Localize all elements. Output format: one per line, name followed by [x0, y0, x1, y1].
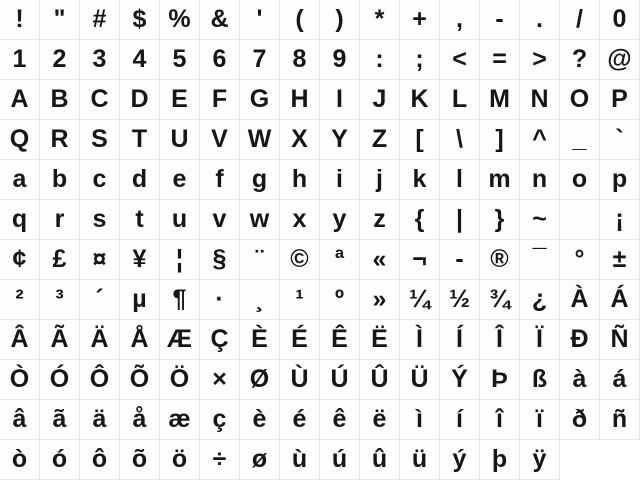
glyph-cell[interactable]: v	[200, 200, 240, 240]
glyph-cell[interactable]: &	[200, 0, 240, 40]
glyph-cell[interactable]: Ë	[360, 320, 400, 360]
glyph-cell[interactable]: 4	[120, 40, 160, 80]
glyph-cell[interactable]: -	[440, 240, 480, 280]
glyph-cell[interactable]: z	[360, 200, 400, 240]
glyph-cell[interactable]: ¡	[600, 200, 640, 240]
glyph-cell[interactable]: ê	[320, 400, 360, 440]
glyph-cell[interactable]: p	[600, 160, 640, 200]
glyph-cell[interactable]: G	[240, 80, 280, 120]
glyph-cell[interactable]: L	[440, 80, 480, 120]
glyph-cell[interactable]: U	[160, 120, 200, 160]
glyph-cell[interactable]: (	[280, 0, 320, 40]
glyph-cell[interactable]: A	[0, 80, 40, 120]
glyph-cell[interactable]: h	[280, 160, 320, 200]
glyph-cell[interactable]: :	[360, 40, 400, 80]
glyph-cell[interactable]: ß	[520, 360, 560, 400]
glyph-cell[interactable]: f	[200, 160, 240, 200]
glyph-cell[interactable]: 8	[280, 40, 320, 80]
glyph-cell[interactable]: B	[40, 80, 80, 120]
glyph-cell[interactable]: ¾	[480, 280, 520, 320]
glyph-cell[interactable]: Õ	[120, 360, 160, 400]
glyph-cell[interactable]: Á	[600, 280, 640, 320]
glyph-cell[interactable]: ²	[0, 280, 40, 320]
glyph-cell[interactable]: Ý	[440, 360, 480, 400]
glyph-cell[interactable]: {	[400, 200, 440, 240]
glyph-cell[interactable]: Ú	[320, 360, 360, 400]
glyph-cell[interactable]: ,	[440, 0, 480, 40]
glyph-cell[interactable]: Ð	[560, 320, 600, 360]
glyph-cell[interactable]: Ç	[200, 320, 240, 360]
glyph-cell[interactable]: ¢	[0, 240, 40, 280]
glyph-cell[interactable]: y	[320, 200, 360, 240]
glyph-cell[interactable]: e	[160, 160, 200, 200]
glyph-cell[interactable]: Å	[120, 320, 160, 360]
glyph-cell[interactable]: o	[560, 160, 600, 200]
glyph-cell[interactable]: ¼	[400, 280, 440, 320]
glyph-cell[interactable]: Ä	[80, 320, 120, 360]
glyph-cell[interactable]: û	[360, 440, 400, 480]
glyph-cell[interactable]: ¶	[160, 280, 200, 320]
glyph-cell[interactable]: *	[360, 0, 400, 40]
glyph-cell[interactable]: F	[200, 80, 240, 120]
glyph-cell[interactable]: ò	[0, 440, 40, 480]
glyph-cell[interactable]: Ï	[520, 320, 560, 360]
glyph-cell[interactable]: N	[520, 80, 560, 120]
glyph-cell[interactable]: ¹	[280, 280, 320, 320]
glyph-cell[interactable]: I	[320, 80, 360, 120]
glyph-cell[interactable]: "	[40, 0, 80, 40]
glyph-cell[interactable]: Z	[360, 120, 400, 160]
glyph-cell[interactable]: Ñ	[600, 320, 640, 360]
glyph-cell[interactable]: 6	[200, 40, 240, 80]
glyph-cell[interactable]: Y	[320, 120, 360, 160]
glyph-cell[interactable]: @	[600, 40, 640, 80]
glyph-cell[interactable]: Ê	[320, 320, 360, 360]
glyph-cell[interactable]: /	[560, 0, 600, 40]
glyph-cell[interactable]: À	[560, 280, 600, 320]
glyph-cell[interactable]: Û	[360, 360, 400, 400]
glyph-cell[interactable]: 9	[320, 40, 360, 80]
glyph-cell[interactable]: ¸	[240, 280, 280, 320]
glyph-cell[interactable]: »	[360, 280, 400, 320]
glyph-cell[interactable]: k	[400, 160, 440, 200]
glyph-cell[interactable]: è	[240, 400, 280, 440]
glyph-cell[interactable]: ä	[80, 400, 120, 440]
glyph-cell[interactable]: Ó	[40, 360, 80, 400]
glyph-cell[interactable]: â	[0, 400, 40, 440]
glyph-cell[interactable]: $	[120, 0, 160, 40]
glyph-cell[interactable]: Ö	[160, 360, 200, 400]
glyph-cell[interactable]: ÿ	[520, 440, 560, 480]
glyph-cell[interactable]: º	[320, 280, 360, 320]
glyph-cell[interactable]: ü	[400, 440, 440, 480]
glyph-cell[interactable]: «	[360, 240, 400, 280]
glyph-cell[interactable]	[560, 200, 600, 240]
glyph-cell[interactable]: c	[80, 160, 120, 200]
glyph-cell[interactable]: õ	[120, 440, 160, 480]
glyph-cell[interactable]: a	[0, 160, 40, 200]
glyph-cell[interactable]: +	[400, 0, 440, 40]
glyph-cell[interactable]: ¨	[240, 240, 280, 280]
glyph-cell[interactable]: t	[120, 200, 160, 240]
glyph-cell[interactable]: i	[320, 160, 360, 200]
glyph-cell[interactable]: ;	[400, 40, 440, 80]
glyph-cell[interactable]: R	[40, 120, 80, 160]
glyph-cell[interactable]: Ì	[400, 320, 440, 360]
glyph-cell[interactable]: ¤	[80, 240, 120, 280]
glyph-cell[interactable]: ó	[40, 440, 80, 480]
glyph-cell[interactable]: Î	[480, 320, 520, 360]
glyph-cell[interactable]: ©	[280, 240, 320, 280]
glyph-cell[interactable]: -	[480, 0, 520, 40]
glyph-cell[interactable]: ¦	[160, 240, 200, 280]
glyph-cell[interactable]: Ã	[40, 320, 80, 360]
glyph-cell[interactable]: 0	[600, 0, 640, 40]
glyph-cell[interactable]: _	[560, 120, 600, 160]
glyph-cell[interactable]: ë	[360, 400, 400, 440]
glyph-cell[interactable]: ´	[80, 280, 120, 320]
glyph-cell[interactable]: £	[40, 240, 80, 280]
glyph-cell[interactable]: <	[440, 40, 480, 80]
glyph-cell[interactable]: ?	[560, 40, 600, 80]
glyph-cell[interactable]: g	[240, 160, 280, 200]
glyph-cell[interactable]: ô	[80, 440, 120, 480]
glyph-cell[interactable]: þ	[480, 440, 520, 480]
glyph-cell[interactable]: 2	[40, 40, 80, 80]
glyph-cell[interactable]: ]	[480, 120, 520, 160]
glyph-cell[interactable]: å	[120, 400, 160, 440]
glyph-cell[interactable]: È	[240, 320, 280, 360]
glyph-cell[interactable]: |	[440, 200, 480, 240]
glyph-cell[interactable]: K	[400, 80, 440, 120]
glyph-cell[interactable]: E	[160, 80, 200, 120]
glyph-cell[interactable]: Â	[0, 320, 40, 360]
glyph-cell[interactable]: Í	[440, 320, 480, 360]
glyph-cell[interactable]: }	[480, 200, 520, 240]
glyph-cell[interactable]: ª	[320, 240, 360, 280]
glyph-cell[interactable]: î	[480, 400, 520, 440]
glyph-cell[interactable]: T	[120, 120, 160, 160]
glyph-cell[interactable]: ù	[280, 440, 320, 480]
glyph-cell[interactable]: ã	[40, 400, 80, 440]
glyph-cell[interactable]: .	[520, 0, 560, 40]
glyph-cell[interactable]: )	[320, 0, 360, 40]
glyph-cell[interactable]: M	[480, 80, 520, 120]
glyph-cell[interactable]: W	[240, 120, 280, 160]
glyph-cell[interactable]: V	[200, 120, 240, 160]
glyph-cell[interactable]: =	[480, 40, 520, 80]
glyph-cell[interactable]: Ô	[80, 360, 120, 400]
glyph-cell[interactable]: ö	[160, 440, 200, 480]
glyph-cell[interactable]: ï	[520, 400, 560, 440]
glyph-cell[interactable]: Ü	[400, 360, 440, 400]
glyph-cell[interactable]: O	[560, 80, 600, 120]
glyph-cell[interactable]: í	[440, 400, 480, 440]
glyph-cell[interactable]: ¥	[120, 240, 160, 280]
glyph-cell[interactable]: Ù	[280, 360, 320, 400]
glyph-cell[interactable]: æ	[160, 400, 200, 440]
glyph-cell[interactable]: à	[560, 360, 600, 400]
glyph-cell[interactable]: ç	[200, 400, 240, 440]
glyph-cell[interactable]: s	[80, 200, 120, 240]
glyph-cell[interactable]: ì	[400, 400, 440, 440]
glyph-cell[interactable]: ½	[440, 280, 480, 320]
glyph-cell[interactable]: §	[200, 240, 240, 280]
glyph-cell[interactable]: á	[600, 360, 640, 400]
glyph-cell[interactable]: P	[600, 80, 640, 120]
glyph-cell[interactable]: r	[40, 200, 80, 240]
glyph-cell[interactable]: ^	[520, 120, 560, 160]
glyph-cell[interactable]: %	[160, 0, 200, 40]
glyph-cell[interactable]: Þ	[480, 360, 520, 400]
glyph-cell[interactable]: C	[80, 80, 120, 120]
glyph-cell[interactable]: Ø	[240, 360, 280, 400]
glyph-cell[interactable]: `	[600, 120, 640, 160]
glyph-cell[interactable]: m	[480, 160, 520, 200]
glyph-cell[interactable]: n	[520, 160, 560, 200]
glyph-cell[interactable]: ¿	[520, 280, 560, 320]
glyph-cell[interactable]: '	[240, 0, 280, 40]
glyph-cell[interactable]: w	[240, 200, 280, 240]
glyph-cell[interactable]: u	[160, 200, 200, 240]
glyph-cell[interactable]: ±	[600, 240, 640, 280]
glyph-cell[interactable]: ¬	[400, 240, 440, 280]
glyph-cell[interactable]: ð	[560, 400, 600, 440]
glyph-cell[interactable]: 7	[240, 40, 280, 80]
glyph-cell[interactable]: Q	[0, 120, 40, 160]
glyph-cell[interactable]: D	[120, 80, 160, 120]
glyph-cell[interactable]: q	[0, 200, 40, 240]
glyph-cell[interactable]: d	[120, 160, 160, 200]
glyph-cell[interactable]: j	[360, 160, 400, 200]
glyph-cell[interactable]: µ	[120, 280, 160, 320]
glyph-cell[interactable]: Ò	[0, 360, 40, 400]
glyph-cell[interactable]: 1	[0, 40, 40, 80]
glyph-cell[interactable]: x	[280, 200, 320, 240]
glyph-cell[interactable]: 5	[160, 40, 200, 80]
glyph-cell[interactable]: l	[440, 160, 480, 200]
glyph-cell[interactable]: X	[280, 120, 320, 160]
glyph-cell[interactable]: ³	[40, 280, 80, 320]
glyph-cell[interactable]: J	[360, 80, 400, 120]
glyph-cell[interactable]: ñ	[600, 400, 640, 440]
glyph-cell[interactable]: é	[280, 400, 320, 440]
glyph-cell[interactable]: ~	[520, 200, 560, 240]
glyph-cell[interactable]: [	[400, 120, 440, 160]
glyph-cell[interactable]: ×	[200, 360, 240, 400]
glyph-cell[interactable]: ®	[480, 240, 520, 280]
glyph-cell[interactable]: ý	[440, 440, 480, 480]
glyph-cell[interactable]: Æ	[160, 320, 200, 360]
glyph-cell[interactable]: H	[280, 80, 320, 120]
glyph-cell[interactable]: ø	[240, 440, 280, 480]
glyph-cell[interactable]: S	[80, 120, 120, 160]
glyph-cell[interactable]: ú	[320, 440, 360, 480]
glyph-cell[interactable]: É	[280, 320, 320, 360]
glyph-cell[interactable]: #	[80, 0, 120, 40]
glyph-cell[interactable]: !	[0, 0, 40, 40]
glyph-cell[interactable]: ¯	[520, 240, 560, 280]
glyph-cell[interactable]: °	[560, 240, 600, 280]
glyph-cell[interactable]: b	[40, 160, 80, 200]
glyph-cell[interactable]: ÷	[200, 440, 240, 480]
glyph-cell[interactable]: >	[520, 40, 560, 80]
glyph-cell[interactable]: \	[440, 120, 480, 160]
glyph-cell[interactable]: 3	[80, 40, 120, 80]
glyph-cell[interactable]: ·	[200, 280, 240, 320]
